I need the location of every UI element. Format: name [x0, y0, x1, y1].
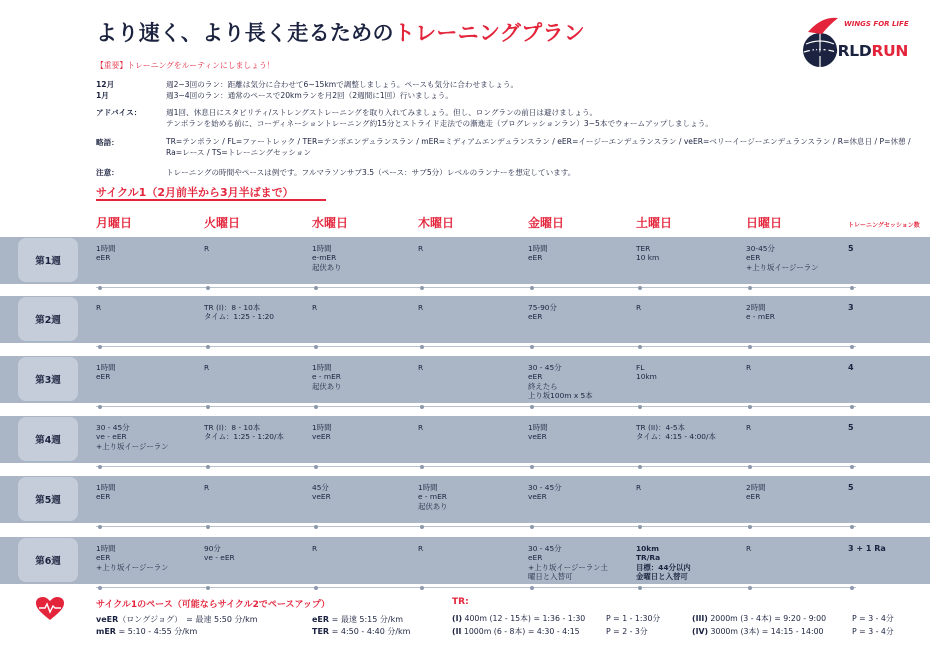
timeline-dot: [314, 405, 318, 409]
pace-eer-label: eER: [312, 615, 330, 624]
week-row-band: [0, 296, 930, 343]
tr-ii-pause: P = 2 - 3分: [606, 627, 648, 636]
timeline-dot: [748, 465, 752, 469]
timeline-dot: [638, 345, 642, 349]
tr-iii-label: (III): [692, 614, 708, 623]
week-label: 第1週: [18, 238, 78, 282]
timeline-dot: [98, 586, 102, 590]
tr-i-value: 400m (12 - 15本) = 1:36 - 1:30: [464, 614, 586, 623]
cell-wed: 1時間 e - mER 起伏あり: [312, 363, 342, 391]
dec-text: 週2~3回のラン：距離は気分に合わせて6~15kmで調整しましょう。ペースも気分に合わせましょう。: [166, 80, 519, 89]
timeline-dot: [638, 525, 642, 529]
cell-sun: 2時間 e - mER: [746, 303, 775, 322]
cell-thu: R: [418, 544, 424, 553]
pace-mer: [96, 626, 197, 637]
timeline-dot: [850, 586, 854, 590]
logo-subtitle: WINGS FOR LIFE: [844, 20, 909, 28]
timeline-dot: [748, 586, 752, 590]
tr-iv-pause: P = 3 - 4分: [852, 627, 894, 636]
cell-sun: 30-45分 eER +上り坂イージーラン: [746, 244, 819, 272]
pace-title: サイクル1のペース（可能ならサイクル2でペースアップ）: [96, 600, 330, 610]
tr-iii-value: 2000m (3 - 4本) = 9:20 - 9:00: [710, 614, 827, 623]
timeline-dot: [98, 286, 102, 290]
timeline-dot: [530, 405, 534, 409]
cell-mon: 30 - 45分 ve - eER +上り坂イージーラン: [96, 423, 169, 451]
day-header-sat: 土曜日: [636, 216, 673, 230]
tr-iii: [692, 613, 826, 624]
advice-text-1: 週1回、休息日にスタビリティ/ストレングストレーニングを取り入れてみましょう。但し、ロングランの前日は避けましょう。: [166, 108, 598, 117]
timeline-dot: [206, 286, 210, 290]
session-count: 5: [848, 483, 854, 492]
day-header-wed: 水曜日: [312, 216, 349, 230]
cell-wed: R: [312, 544, 318, 553]
week-divider: [96, 526, 856, 527]
pace-ter: [312, 626, 410, 637]
timeline-dot: [748, 286, 752, 290]
cell-wed: 1時間 veER: [312, 423, 332, 442]
pace-veer: [96, 614, 258, 625]
cell-fri: 30 - 45分 veER: [528, 483, 562, 502]
jan-text: 週3~4回のラン：通常のペースで20kmランを月2回（2週間に1回）行いましょう。: [166, 91, 453, 100]
abbr-label: 略語：: [96, 138, 119, 147]
day-header-mon: 月曜日: [96, 216, 133, 230]
tr-i: [452, 613, 585, 624]
title-part1: より速く、より長く走るための: [96, 21, 394, 45]
timeline-dot: [748, 405, 752, 409]
pace-veer-value: （ロングジョグ） = 最速 5:50 分/km: [118, 615, 258, 624]
cell-tue: TR (I)：8 - 10本 タイム：1:25 - 1:20: [204, 303, 274, 322]
cell-mon: 1時間 eER: [96, 244, 116, 263]
timeline-dot: [530, 586, 534, 590]
timeline-dot: [314, 525, 318, 529]
cell-sat: R: [636, 483, 642, 492]
pace-ter-value: = 4:50 - 4:40 分/km: [329, 627, 411, 636]
week-label: 第4週: [18, 417, 78, 461]
title-part2: トレーニングプラン: [393, 21, 586, 45]
day-header-fri: 金曜日: [528, 216, 565, 230]
cell-sat: FL 10km: [636, 363, 657, 382]
day-header-sun: 日曜日: [746, 216, 783, 230]
week-divider: [96, 587, 856, 588]
cell-tue: 90分 ve - eER: [204, 544, 235, 563]
cell-fri: 30 - 45分 eER 終えたら 上り坂100m x 5本: [528, 363, 593, 401]
day-header-tue: 火曜日: [204, 216, 241, 230]
timeline-dot: [850, 345, 854, 349]
cell-tue: TR (I)：8 - 10本 タイム：1:25 - 1:20/本: [204, 423, 284, 442]
timeline-dot: [638, 286, 642, 290]
cell-mon: 1時間 eER +上り坂イージーラン: [96, 544, 169, 572]
timeline-dot: [98, 465, 102, 469]
pace-eer: [312, 614, 403, 625]
cell-thu: R: [418, 244, 424, 253]
cell-fri: 1時間 veER: [528, 423, 548, 442]
timeline-dot: [638, 405, 642, 409]
session-count-header: トレーニングセッション数: [848, 222, 920, 229]
timeline-dot: [420, 405, 424, 409]
timeline-dot: [206, 405, 210, 409]
week-divider: [96, 466, 856, 467]
cycle-underline: [96, 199, 326, 201]
timeline-dot: [638, 586, 642, 590]
timeline-dot: [98, 405, 102, 409]
week-divider: [96, 346, 856, 347]
week-label: 第5週: [18, 477, 78, 521]
timeline-dot: [98, 525, 102, 529]
abbr-text: TR=テンポラン / FL=ファートレック / TER=テンポエンデュランスラン / mER=ミディアムエンデュランスラン / eER=イージーエンデュランスラン / veER=ベリーイージーエンデュランスラン / R=休息日 / P=休憩 / Ra=レース / TS=トレーニングセッション: [166, 137, 911, 157]
week-label: 第6週: [18, 538, 78, 582]
cell-sat: R: [636, 303, 642, 312]
timeline-dot: [420, 345, 424, 349]
pace-veer-label: veER: [96, 615, 119, 624]
timeline-dot: [420, 586, 424, 590]
page-title: [96, 17, 585, 47]
session-count: 5: [848, 244, 854, 253]
day-header-thu: 木曜日: [418, 216, 455, 230]
session-count: 3 + 1 Ra: [848, 544, 886, 553]
timeline-dot: [530, 345, 534, 349]
cell-sat: TER 10 km: [636, 244, 660, 263]
week-label: 第3週: [18, 357, 78, 401]
cell-fri: 1時間 eER: [528, 244, 548, 263]
timeline-dot: [206, 525, 210, 529]
cell-tue: R: [204, 244, 210, 253]
timeline-dot: [850, 286, 854, 290]
cell-sun: 2時間 eER: [746, 483, 766, 502]
cell-sat: 10km TR/Ra 目標：44分以内 金曜日と入替可: [636, 544, 691, 582]
tr-i-label: (I): [452, 614, 463, 623]
tr-i-pause: P = 1 - 1:30分: [606, 614, 661, 623]
tr-iv: [692, 626, 824, 637]
timeline-dot: [850, 405, 854, 409]
logo-run: RUN: [871, 42, 909, 60]
week-row-band: [0, 476, 930, 523]
timeline-dot: [314, 345, 318, 349]
tr-iv-label: (IV): [692, 627, 709, 636]
dec-label: 12月: [96, 80, 115, 89]
week-row-band: [0, 356, 930, 403]
timeline-dot: [206, 345, 210, 349]
cell-tue: R: [204, 483, 210, 492]
cell-thu: R: [418, 423, 424, 432]
cell-mon: R: [96, 303, 102, 312]
pace-ter-label: TER: [312, 627, 330, 636]
timeline-dot: [530, 286, 534, 290]
tr-ii: [452, 626, 580, 637]
session-count: 4: [848, 363, 854, 372]
timeline-dot: [748, 525, 752, 529]
week-label: 第2週: [18, 297, 78, 341]
timeline-dot: [420, 465, 424, 469]
tr-title: TR:: [452, 597, 469, 607]
timeline-dot: [748, 345, 752, 349]
timeline-dot: [206, 586, 210, 590]
timeline-dot: [850, 525, 854, 529]
tr-ii-label: (II: [452, 627, 462, 636]
timeline-dot: [314, 465, 318, 469]
note-text: トレーニングの時間やペースは例です。フルマラソンサブ3.5（ペース：サブ5分）レベルのランナーを想定しています。: [166, 168, 576, 177]
cell-tue: R: [204, 363, 210, 372]
timeline-dot: [420, 286, 424, 290]
cell-thu: 1時間 e - mER 起伏あり: [418, 483, 448, 511]
pace-eer-value: = 最速 5:15 分/km: [329, 615, 404, 624]
cell-wed: 1時間 e-mER 起伏あり: [312, 244, 342, 272]
timeline-dot: [638, 465, 642, 469]
cell-fri: 30 - 45分 eER +上り坂イージーラン土 曜日と入替可: [528, 544, 608, 582]
cell-thu: R: [418, 363, 424, 372]
tr-iv-value: 3000m (3本) = 14:15 - 14:00: [710, 627, 824, 636]
pace-mer-label: mER: [96, 627, 116, 636]
cell-sat: TR (II)：4-5本 タイム：4:15 - 4:00/本: [636, 423, 716, 442]
logo-world: WORLD: [808, 42, 872, 60]
cell-fri: 75-90分 eER: [528, 303, 557, 322]
cell-thu: R: [418, 303, 424, 312]
jan-label: 1月: [96, 91, 109, 100]
heart-rate-icon: [35, 596, 65, 622]
important-note: 【重要】トレーニングをルーティンにしましょう！: [96, 61, 275, 70]
tr-iii-pause: P = 3 - 4分: [852, 614, 894, 623]
timeline-dot: [530, 465, 534, 469]
cell-sun: R: [746, 363, 752, 372]
wings-for-life-logo: [800, 12, 910, 74]
tr-ii-value: 1000m (6 - 8本) = 4:30 - 4:15: [463, 627, 580, 636]
timeline-dot: [850, 465, 854, 469]
timeline-dot: [98, 345, 102, 349]
timeline-dot: [530, 525, 534, 529]
cell-wed: R: [312, 303, 318, 312]
advice-text-2: テンポランを始める前に、コーディネーショントレーニング約15分とストライド走法での漸進走（プログレッションラン）3~5本でウォームアップしましょう。: [166, 119, 713, 128]
note-label: 注意：: [96, 168, 119, 177]
advice-label: アドバイス：: [96, 108, 142, 117]
cell-wed: 45分 veER: [312, 483, 331, 502]
timeline-dot: [314, 586, 318, 590]
logo-wordmark: [808, 42, 908, 60]
pace-mer-value: = 5:10 - 4:55 分/km: [115, 627, 198, 636]
session-count: 3: [848, 303, 854, 312]
cell-sun: R: [746, 544, 752, 553]
cell-mon: 1時間 eER: [96, 363, 116, 382]
week-divider: [96, 406, 856, 407]
timeline-dot: [314, 286, 318, 290]
week-divider: [96, 287, 856, 288]
cycle-title: サイクル1（2月前半から3月半ばまで）: [96, 186, 294, 199]
timeline-dot: [206, 465, 210, 469]
cell-sun: R: [746, 423, 752, 432]
session-count: 5: [848, 423, 854, 432]
timeline-dot: [420, 525, 424, 529]
cell-mon: 1時間 eER: [96, 483, 116, 502]
